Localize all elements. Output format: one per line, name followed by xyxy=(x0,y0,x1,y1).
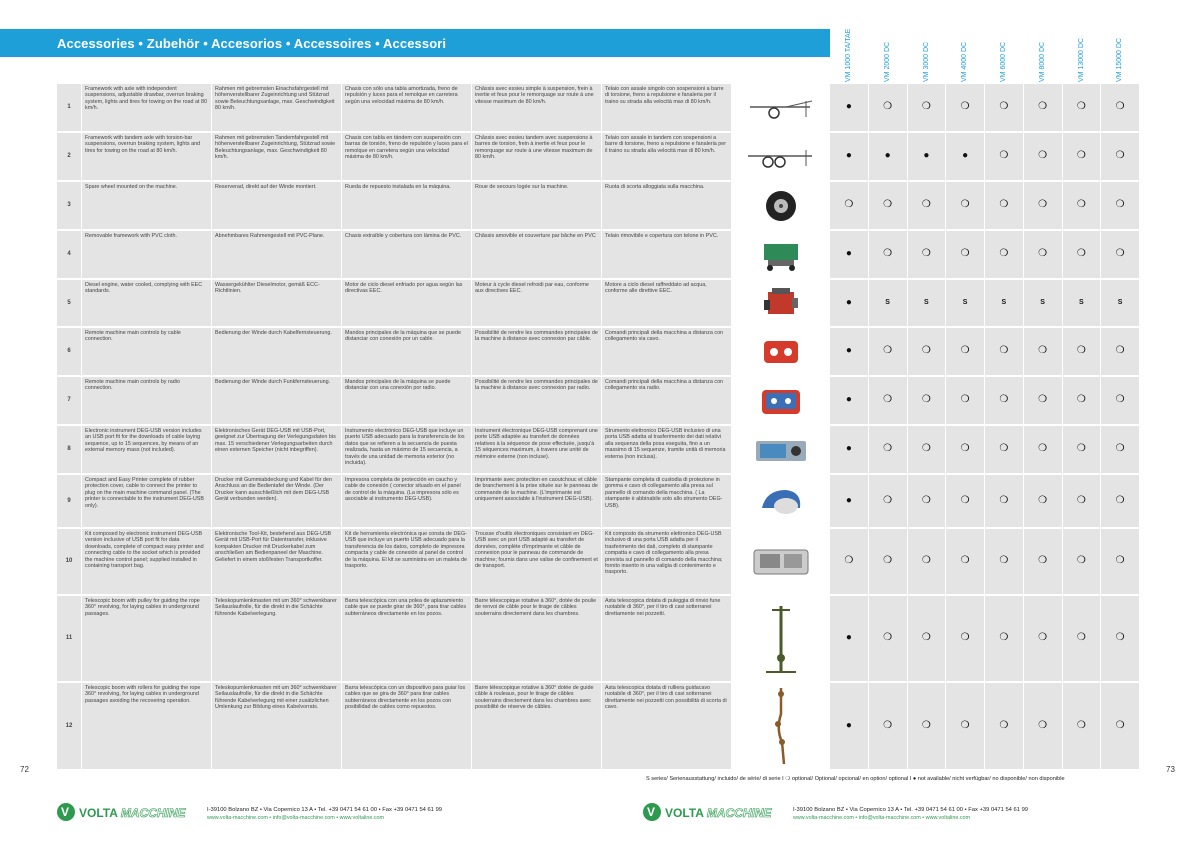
availability-mark: ❍ xyxy=(830,529,869,594)
availability-mark: ❍ xyxy=(946,231,985,278)
availability-mark: ❍ xyxy=(985,377,1024,424)
availability-mark: S xyxy=(869,280,908,326)
row-number: 6 xyxy=(57,328,82,375)
availability-mark: S xyxy=(946,280,985,326)
availability-mark: ❍ xyxy=(985,328,1024,375)
row-number: 3 xyxy=(57,182,82,229)
description-it: Telaio rimovibile e copertura con telone in PVC. xyxy=(602,231,732,278)
telescopic-boom-rollers-icon xyxy=(732,683,830,769)
availability-mark: ❍ xyxy=(908,328,947,375)
description-fr: Châssis amovible et couverture par bâche en PVC xyxy=(472,231,602,278)
description-en: Remote machine main controls by cable connection. xyxy=(82,328,212,375)
electronic-instrument-icon xyxy=(732,426,830,473)
model-header-label: VM 2000 DC xyxy=(883,41,891,82)
availability-mark: ● xyxy=(830,84,869,131)
availability-mark: ❍ xyxy=(830,182,869,229)
availability-mark: ❍ xyxy=(1101,596,1140,681)
availability-mark: ❍ xyxy=(985,529,1024,594)
availability-mark: ❍ xyxy=(908,182,947,229)
model-header xyxy=(908,29,945,84)
availability-mark: ❍ xyxy=(985,475,1024,527)
availability-mark: ❍ xyxy=(946,475,985,527)
availability-mark: ● xyxy=(830,426,869,473)
tandem-axle-trailer-icon xyxy=(732,133,830,180)
row-number: 11 xyxy=(57,596,82,681)
description-it: Asta telescopica dotata di puleggia di rinvio fune ruotabile di 360°, per il tiro di cavi sotterranei direttamente nei pozzetti. xyxy=(602,596,732,681)
availability-mark: ❍ xyxy=(985,596,1024,681)
description-en: Removable framework with PVC cloth. xyxy=(82,231,212,278)
description-fr: Châssis avec essieu simple à suspension, frein à inertie et feux pour le remorquage sur route à une vitesse maximum de 80 km/h. xyxy=(472,84,602,131)
table-row xyxy=(57,231,1140,278)
availability-mark: ❍ xyxy=(1101,84,1140,131)
availability-mark: ❍ xyxy=(1063,133,1102,180)
model-header xyxy=(985,29,1022,84)
page-number-left: 72 xyxy=(20,765,29,774)
description-it: Asta telescopica dotata di rulliera guidacavo ruotabile di 360°, per il tiro di cavi sotterranei direttamente nei pozzetti con possibilità di scorta di cavo. xyxy=(602,683,732,769)
description-de: Reserverad, direkt auf der Winde montiert. xyxy=(212,182,342,229)
description-it: Comandi principali della macchina a distanza con collegamento via radio. xyxy=(602,377,732,424)
row-number: 8 xyxy=(57,426,82,473)
availability-mark: S xyxy=(1024,280,1063,326)
table-row xyxy=(57,596,1140,681)
table-row xyxy=(57,426,1140,473)
description-es: Mandos principales de la máquina que se puede distanciar con conexión por un cable. xyxy=(342,328,472,375)
description-en: Kit composed by electronic instrument DEG-USB version inclusive of USB port fit for data downloads, complete of compact easy printer and connecting cable to the socket which is provided the machine control panel; supplied installed in containing transport bag. xyxy=(82,529,212,594)
availability-mark: ❍ xyxy=(908,475,947,527)
model-header-label: VM 6000 DC xyxy=(1000,41,1007,82)
description-es: Kit de herramienta electrónica que consta de DEG-USB que incluye un puerto USB adecuado para la transferencia de los datos, completo de impresora compacta y cable de conexión al panel de control de la máquina. El kit se suministra en un maleta de trasporto. xyxy=(342,529,472,594)
availability-mark: ● xyxy=(830,683,869,769)
model-header-label: VM 4000 DC xyxy=(961,41,969,82)
description-it: Strumento elettronico DEG-USB inclusivo di una porta USB adatta al trasferimento dei dati relativi alla sequenza della posa eseguita, fino a un massimo di 15 sequenze, tramite unità di memoria esterna (non inclusa). xyxy=(602,426,732,473)
description-es: Impresora completa de protección en caucho y cable de conexión ( conector situado en el panel de control de la máquina. (La impresora sólo es asociable al instrumento DEG-USB). xyxy=(342,475,472,527)
model-header xyxy=(1101,29,1138,84)
description-es: Mandos principales de la máquina se puede distanciar con una conexión por radio. xyxy=(342,377,472,424)
description-en: Framework with axle with independent suspensions, adjustable drawbar, overrun braking system, lights and tires for towing on the road at 80 km/h. xyxy=(82,84,212,131)
description-es: Chasis extraíble y cobertura con lámina de PVC. xyxy=(342,231,472,278)
availability-mark: ❍ xyxy=(908,377,947,424)
model-header xyxy=(1024,29,1061,84)
description-it: Motore a ciclo diesel raffreddato ad acqua, conforme alle direttive EEC. xyxy=(602,280,732,326)
availability-mark: ❍ xyxy=(1024,596,1063,681)
availability-mark: S xyxy=(908,280,947,326)
availability-mark: ❍ xyxy=(985,231,1024,278)
single-axle-trailer-icon xyxy=(732,84,830,131)
availability-mark: S xyxy=(1101,280,1140,326)
availability-mark: ❍ xyxy=(1101,231,1140,278)
description-de: Wassergekühlter Dieselmotor, gemäß ECC-Richtlinien. xyxy=(212,280,342,326)
availability-mark: ● xyxy=(830,280,869,326)
description-de: Drucker mit Gummiabdeckung und Kabel für den Anschluss an die Bedientafel der Winde. (Der Drucker kann ausschließlich mit dem DEG-USB Gerät verbunden werden). xyxy=(212,475,342,527)
description-de: Elektronische Tool-Kit, bestehend aus DEG-USB Gerät mit USB-Port für Datentransfer, inklusive kompakten Drucker mit Druckerkabel zum anschließen am Bedienpaneel der Maschine. Geliefert in einem stoßfesten Transportkoffer. xyxy=(212,529,342,594)
description-de: Bedienung der Winde durch Funkfernsteuerung. xyxy=(212,377,342,424)
row-number: 5 xyxy=(57,280,82,326)
description-de: Elektronisches Gerät DEG-USB mit USB-Port, geeignet zur Übertragung der Verlegungsdaten bis max. 15 verschiedener Verlegungsarbeiten durch einen externen Speicher (nicht inbegriffen). xyxy=(212,426,342,473)
availability-mark: ❍ xyxy=(946,683,985,769)
description-es: Barra telescópica con un dispositivo para guiar los cables que se gira de 360° para tirar cables subterráneos directamente en los pozos con posibilidad de cables como repuestos. xyxy=(342,683,472,769)
description-fr: Imprimante avec protection en caoutchouc et câble de branchement à la prise située sur le panneau de commande de la machine. (L'imprimante est uniquement associable à l'instrument DEG-USB). xyxy=(472,475,602,527)
description-it: Telaio con assale singolo con sospensioni a barre di torsione, freno a repulsione e fanaleria per il traino su strada alla velocità max di 80 km/h. xyxy=(602,84,732,131)
availability-mark: S xyxy=(1063,280,1102,326)
row-number: 12 xyxy=(57,683,82,769)
table-row xyxy=(57,280,1140,326)
availability-mark: ❍ xyxy=(1063,596,1102,681)
description-it: Comandi principali della macchina a distanza con collegamento via cavo. xyxy=(602,328,732,375)
availability-mark: ❍ xyxy=(1063,231,1102,278)
availability-mark: ❍ xyxy=(985,84,1024,131)
model-header xyxy=(830,29,867,84)
page-number-right: 73 xyxy=(1166,765,1175,774)
availability-mark: ❍ xyxy=(1063,377,1102,424)
spare-wheel-icon xyxy=(732,182,830,229)
description-fr: Possibilité de rendre les commandes principales de la machine à distance avec connexion par câble. xyxy=(472,328,602,375)
availability-mark: ❍ xyxy=(946,328,985,375)
model-header-label: VM 15000 DC xyxy=(1116,38,1124,82)
availability-mark: ❍ xyxy=(1101,426,1140,473)
availability-mark: ❍ xyxy=(908,529,947,594)
availability-mark: ❍ xyxy=(946,182,985,229)
availability-mark: ● xyxy=(830,377,869,424)
table-row xyxy=(57,84,1140,131)
description-fr: Instrument électronique DEG-USB comprenant une porte USB adaptée au transfert de données relatives à la séquence de pose effectuée, jusqu'à 15 séquences maximum, à travers une unité de mémoire externe (non incluse). xyxy=(472,426,602,473)
availability-mark: ❍ xyxy=(869,377,908,424)
availability-mark: ❍ xyxy=(869,328,908,375)
table-row xyxy=(57,475,1140,527)
model-header-label: VM 8000 DC xyxy=(1038,41,1046,82)
availability-mark: S xyxy=(985,280,1024,326)
availability-mark: ❍ xyxy=(985,182,1024,229)
description-fr: Possibilité de rendre les commandes principales de la machine à distance avec connexion par radio. xyxy=(472,377,602,424)
footer-web: www.volta-macchine.com • info@volta-macchine.com • www.voltaline.com xyxy=(207,815,385,821)
availability-mark: ❍ xyxy=(1063,683,1102,769)
availability-mark: ❍ xyxy=(908,231,947,278)
table-row xyxy=(57,328,1140,375)
row-number: 10 xyxy=(57,529,82,594)
availability-mark: ❍ xyxy=(946,84,985,131)
model-header xyxy=(869,29,906,84)
availability-mark: ❍ xyxy=(869,182,908,229)
description-fr: Roue de secours logée sur la machine. xyxy=(472,182,602,229)
model-header xyxy=(946,29,983,84)
availability-mark: ❍ xyxy=(908,426,947,473)
availability-mark: ❍ xyxy=(1063,328,1102,375)
description-en: Compact and Easy Printer complete of rubber protection cover, cable to connect the printer to plug on the main machine command panel. (The printer is connectable to the instrument DEG-USB only). xyxy=(82,475,212,527)
availability-mark: ❍ xyxy=(1024,328,1063,375)
table-row xyxy=(57,377,1140,424)
availability-mark: ❍ xyxy=(1101,529,1140,594)
description-de: Abnehmbares Rahmengestell mit PVC-Plane. xyxy=(212,231,342,278)
availability-mark: ● xyxy=(946,133,985,180)
radio-remote-icon xyxy=(732,377,830,424)
row-number: 1 xyxy=(57,84,82,131)
availability-mark: ❍ xyxy=(869,475,908,527)
model-header-label: VM 13000 DC xyxy=(1077,38,1085,82)
availability-mark: ❍ xyxy=(1024,426,1063,473)
availability-mark: ❍ xyxy=(1024,84,1063,131)
availability-mark: ❍ xyxy=(1063,426,1102,473)
footer-address: I-39100 Bolzano BZ • Via Copernico 13 A • Tel. +39 0471 54 61 00 • Fax +39 0471 54 61 99 xyxy=(207,807,443,813)
description-de: Rahmen mit gebremsten Tandemfahrgestell mit höhenverstellbarer Zugeinrichtung, Stützrad sowie Beleuchtungsanlage, max. Geschwindigkeit 80 km/h. xyxy=(212,133,342,180)
availability-mark: ❍ xyxy=(908,84,947,131)
availability-mark: ❍ xyxy=(946,596,985,681)
tool-kit-case-icon xyxy=(732,529,830,594)
pvc-cover-frame-icon xyxy=(732,231,830,278)
availability-mark: ❍ xyxy=(869,84,908,131)
description-it: Telaio con assale in tandem con sospensioni a barre di torsione, freno a repulsione e fanaleria per il traino su strada alla velocità max di 80 km/h. xyxy=(602,133,732,180)
availability-mark: ❍ xyxy=(1101,328,1140,375)
availability-mark: ❍ xyxy=(1024,133,1063,180)
cable-remote-icon xyxy=(732,328,830,375)
page-title: Accessories • Zubehör • Accesorios • Accessoires • Accessori xyxy=(57,36,447,51)
diesel-engine-icon xyxy=(732,280,830,326)
description-de: Teleskopumlenkmasten mit um 360° schwenkbarer Seilauslaufrolle, für die direkt in die Schächte führende Kabelverlegung. xyxy=(212,596,342,681)
row-number: 2 xyxy=(57,133,82,180)
description-es: Chasis con sólo una tabla amortizada, freno de repulsión y luces para el remolque en carretera según una velocidad máxima de 80 km/h. xyxy=(342,84,472,131)
availability-mark: ❍ xyxy=(1024,231,1063,278)
description-es: Motor de ciclo diesel enfriado por agua según las directivas EEC. xyxy=(342,280,472,326)
availability-mark: ❍ xyxy=(1101,133,1140,180)
availability-mark: ❍ xyxy=(1024,377,1063,424)
description-es: Rueda de repuesto instalada en la máquina. xyxy=(342,182,472,229)
footer-web: www.volta-macchine.com • info@volta-macchine.com • www.voltaline.com xyxy=(793,815,971,821)
volta-logo-icon: V xyxy=(57,803,75,821)
description-en: Diesel engine, water cooled, complying with EEC standards. xyxy=(82,280,212,326)
description-en: Telescopic boom with pulley for guiding the rope 360° revolving, for laying cables in underground passages. xyxy=(82,596,212,681)
description-it: Ruota di scorta alloggiata sulla macchina. xyxy=(602,182,732,229)
description-de: Teleskopumlenkmasten mit um 360° schwenkbarer Seilauslaufrolle, für die direkt in die Schächte führende Kabelverlegung mit einer zusätzlichen Umlenkung zur Bildung eines Kabelvorrats. xyxy=(212,683,342,769)
description-es: Instrumento electrónico DEG-USB que incluye un puerto USB adecuado para la transferencia de los datos que se refieren a la secuencia de puesta realizada, hasta un máximo de 15 secuencia, a través de una unidad de memoria exterior (no incluida). xyxy=(342,426,472,473)
availability-mark: ❍ xyxy=(908,683,947,769)
volta-logo-icon: V xyxy=(643,803,661,821)
availability-mark: ● xyxy=(869,133,908,180)
availability-mark: ❍ xyxy=(869,426,908,473)
availability-mark: ❍ xyxy=(869,231,908,278)
availability-mark: ● xyxy=(830,133,869,180)
availability-mark: ❍ xyxy=(946,377,985,424)
row-number: 4 xyxy=(57,231,82,278)
description-en: Remote machine main controls by radio connection. xyxy=(82,377,212,424)
model-header-label: VM 3000 DC xyxy=(922,41,930,82)
description-en: Electronic instrument DEG-USB version includes an USB port fit for the downloads of cable laying sequence, up to 15 sequences, by means of an external memory mass (not included). xyxy=(82,426,212,473)
availability-mark: ❍ xyxy=(869,683,908,769)
availability-mark: ❍ xyxy=(1063,84,1102,131)
description-it: Stampante completa di custodia di protezione in gomma e cavo di collegamento alla presa sul pannello di comando della macchina. ( La stampante è abbinabile solo allo strumento DEG-USB). xyxy=(602,475,732,527)
description-fr: Moteur à cycle diesel refroidi par eau, conforme aux directives EEC. xyxy=(472,280,602,326)
availability-mark: ❍ xyxy=(869,529,908,594)
availability-mark: ❍ xyxy=(1101,475,1140,527)
availability-mark: ❍ xyxy=(985,683,1024,769)
availability-mark: ❍ xyxy=(946,529,985,594)
model-header xyxy=(1063,29,1100,84)
printer-icon xyxy=(732,475,830,527)
description-en: Framework with tandem axle with torsion-bar suspensions, overrun braking system, lights and tires for towing on the road at 80 km/h. xyxy=(82,133,212,180)
availability-mark: ❍ xyxy=(1063,182,1102,229)
availability-mark: ❍ xyxy=(1101,182,1140,229)
availability-mark: ❍ xyxy=(985,133,1024,180)
availability-mark: ❍ xyxy=(1063,529,1102,594)
description-es: Chasis con tabla en tándem con suspensión con barras de torsión, freno de repulsión y luces para el remolque en carretera según una velocidad máxima de 80 km/h. xyxy=(342,133,472,180)
availability-mark: ● xyxy=(830,231,869,278)
description-en: Telescopic boom with rollers for guiding the rope 360° revolving, for laying cables in underground passages avoiding the recovering operation. xyxy=(82,683,212,769)
row-number: 7 xyxy=(57,377,82,424)
description-de: Rahmen mit gebremsten Einachsfahrgestell mit höhenverstellbarer Zugeinrichtung und Stützrad sowie Beleuchtungsanlage, max. Geschwindigkeit 80 km/h. xyxy=(212,84,342,131)
row-number: 9 xyxy=(57,475,82,527)
legend: S series/ Serienausstattung/ incluido/ de série/ di serie I ❍ optional/ Optional/ opcional/ en option/ optional I ● not available/ nicht verfügbar/ no disponible/ non disponible xyxy=(646,776,1065,782)
description-fr: Trousse d'outils électroniques consistant en DEG-USB avec un port USB adapté au transfert de données, complète d'imprimante et câble de connexion pour le panneau de commande de machine; fournis dans une valise de confinement et de transport. xyxy=(472,529,602,594)
brand-name: VOLTA MACCHINE xyxy=(665,806,772,820)
availability-mark: ❍ xyxy=(1063,475,1102,527)
availability-mark: ❍ xyxy=(869,596,908,681)
availability-mark: ● xyxy=(830,328,869,375)
table-row xyxy=(57,182,1140,229)
brand-name: VOLTA MACCHINE xyxy=(79,806,186,820)
availability-mark: ❍ xyxy=(1024,475,1063,527)
description-fr: Barre télescopique rotative à 360°, dotée de poulie de renvoi de câble pour le tirage de câbles souterrains directement dans les chambres. xyxy=(472,596,602,681)
availability-mark: ❍ xyxy=(1024,683,1063,769)
table-row xyxy=(57,529,1140,594)
table-row xyxy=(57,133,1140,180)
description-it: Kit composto da strumento elettronico DEG-USB inclusivo di una porta USB adatta per il trasferimento dei dati, completo di stampante compatta e cavo di collegamento alla presa prevista sul pannello di comando della macchina; fornito inserito in una valigia di contenimento e trasporto. xyxy=(602,529,732,594)
availability-mark: ● xyxy=(830,475,869,527)
availability-mark: ❍ xyxy=(1024,182,1063,229)
availability-mark: ❍ xyxy=(985,426,1024,473)
description-es: Barra telescópica con una polea de aplazamiento cable que se puede girar de 360°, para tirar cables subterráneos directamente en los pozos. xyxy=(342,596,472,681)
availability-mark: ● xyxy=(908,133,947,180)
description-fr: Châssis avec essieu tandem avec suspensions à barres de torsion, frein à inertie et feux pour le remorquage sur route à une vitesse maximum de 80 km/h. xyxy=(472,133,602,180)
model-header-label: VM 1000 TA/TAE xyxy=(845,28,852,82)
availability-mark: ❍ xyxy=(946,426,985,473)
section-banner xyxy=(0,29,830,57)
availability-mark: ● xyxy=(830,596,869,681)
footer-address: I-39100 Bolzano BZ • Via Copernico 13 A • Tel. +39 0471 54 61 00 • Fax +39 0471 54 61 99 xyxy=(793,807,1029,813)
telescopic-boom-pulley-icon xyxy=(732,596,830,681)
description-en: Spare wheel mounted on the machine. xyxy=(82,182,212,229)
table-row xyxy=(57,683,1140,769)
availability-mark: ❍ xyxy=(1024,529,1063,594)
availability-mark: ❍ xyxy=(1101,683,1140,769)
availability-mark: ❍ xyxy=(1101,377,1140,424)
description-fr: Barre télescopique rotative à 360° dotée de guide câble à rouleaux, pour le tirage de câbles souterrains directement dans les chambres avec possibilité de réserve de câbles. xyxy=(472,683,602,769)
availability-mark: ❍ xyxy=(908,596,947,681)
description-de: Bedienung der Winde durch Kabelfernsteuerung. xyxy=(212,328,342,375)
